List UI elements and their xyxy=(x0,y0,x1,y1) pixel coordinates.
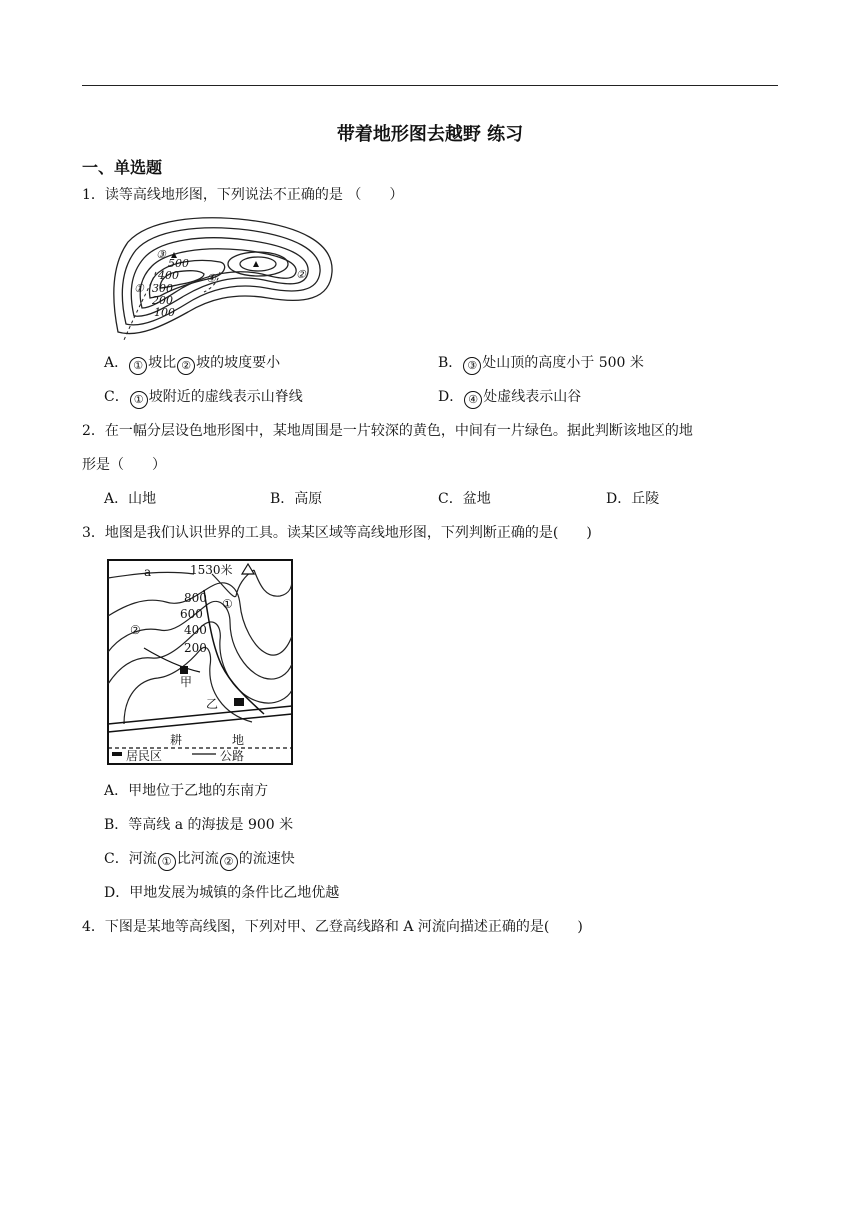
question-3-contour-map xyxy=(104,556,296,768)
q2-option-b[interactable]: B．高原 xyxy=(270,491,323,507)
q1-contour-400: 400 xyxy=(158,269,179,282)
q1-option-d-tail: 处虚线表示山谷 xyxy=(483,389,582,405)
q3-contour-a: a xyxy=(144,565,152,579)
header-rule xyxy=(82,85,778,86)
question-1-contour-map xyxy=(108,212,340,342)
q1-option-b-tail: 处山顶的高度小于 500 米 xyxy=(482,355,644,371)
q1-option-d[interactable] xyxy=(438,388,581,409)
q3-option-c-prefix: C．河流 xyxy=(104,851,157,867)
question-4-stem: 4．下图是某地等高线图，下列对甲、乙登高线路和 A 河流向描述正确的是( ) xyxy=(82,919,583,935)
q1-option-a-prefix: A． xyxy=(104,355,129,371)
question-2-stem-line2: 形是（ ） xyxy=(82,457,166,473)
q1-circle-2-label: ② xyxy=(296,268,306,281)
q1-option-c-prefix: C． xyxy=(104,389,129,405)
q1-circle-4-label: ④ xyxy=(206,272,216,285)
q2-option-a[interactable]: A．山地 xyxy=(104,491,157,507)
circled-number-icon: ① xyxy=(130,391,148,409)
q3-legend-residential: 居民区 xyxy=(126,749,163,763)
q3-contour-800: 800 xyxy=(184,591,207,605)
q3-river-2: ② xyxy=(130,623,141,637)
q1-contour-300: 300 xyxy=(152,282,173,295)
q3-farmland-2: 地 xyxy=(232,733,245,747)
circled-number-icon: ① xyxy=(158,853,176,871)
q3-contour-400: 400 xyxy=(184,623,207,637)
q1-contour-100: 100 xyxy=(154,306,175,319)
q1-option-b-prefix: B． xyxy=(438,355,463,371)
q3-contour-600: 600 xyxy=(180,607,203,621)
q1-option-a[interactable] xyxy=(104,354,280,375)
q1-contour-200: 200 xyxy=(152,294,173,307)
circled-number-icon: ④ xyxy=(464,391,482,409)
section-heading: 一、单选题 xyxy=(82,158,163,177)
q1-option-c[interactable] xyxy=(104,388,303,409)
question-2-stem-line1: 2．在一幅分层设色地形图中，某地周围是一片较深的黄色，中间有一片绿色。据此判断该地区的地 xyxy=(82,423,693,439)
q3-contour-200: 200 xyxy=(184,641,207,655)
q1-circle-1-label: ① xyxy=(134,282,144,295)
q2-option-d[interactable]: D．丘陵 xyxy=(606,491,660,507)
q1-option-a-tail: 坡的坡度要小 xyxy=(196,355,281,371)
q1-option-a-mid: 坡比 xyxy=(148,355,177,371)
q3-option-c-mid: 比河流 xyxy=(176,851,219,867)
q3-option-c[interactable] xyxy=(104,850,295,871)
q1-option-b[interactable] xyxy=(438,354,644,375)
q3-legend-road: 公路 xyxy=(220,749,245,763)
q2-option-c[interactable]: C．盆地 xyxy=(438,491,491,507)
circled-number-icon: ② xyxy=(220,853,238,871)
q3-river-1: ① xyxy=(222,597,233,611)
q3-option-c-tail: 的流速快 xyxy=(238,851,295,867)
q3-farmland-1: 耕 xyxy=(170,733,183,747)
question-3-stem: 3．地图是我们认识世界的工具。读某区域等高线地形图，下列判断正确的是( ) xyxy=(82,525,592,541)
q3-option-a[interactable]: A．甲地位于乙地的东南方 xyxy=(104,783,269,799)
q1-contour-500: 500 xyxy=(168,257,189,270)
question-1-stem: 1．读等高线地形图，下列说法不正确的是 （ ） xyxy=(82,187,404,203)
q3-option-d[interactable]: D．甲地发展为城镇的条件比乙地优越 xyxy=(104,885,340,901)
q3-peak-label: 1530米 xyxy=(190,563,233,577)
q3-option-b[interactable]: B．等高线 a 的海拔是 900 米 xyxy=(104,817,294,833)
circled-number-icon: ① xyxy=(129,357,147,375)
circled-number-icon: ② xyxy=(177,357,195,375)
q1-circle-3-label: ③ xyxy=(156,248,166,261)
q1-option-c-tail: 坡附近的虚线表示山脊线 xyxy=(148,389,303,405)
q1-option-d-prefix: D． xyxy=(438,389,464,405)
circled-number-icon: ③ xyxy=(463,357,481,375)
q3-place-yi: 乙 xyxy=(206,697,219,711)
page-title: 带着地形图去越野 练习 xyxy=(336,124,524,145)
q3-place-jia: 甲 xyxy=(180,675,193,689)
